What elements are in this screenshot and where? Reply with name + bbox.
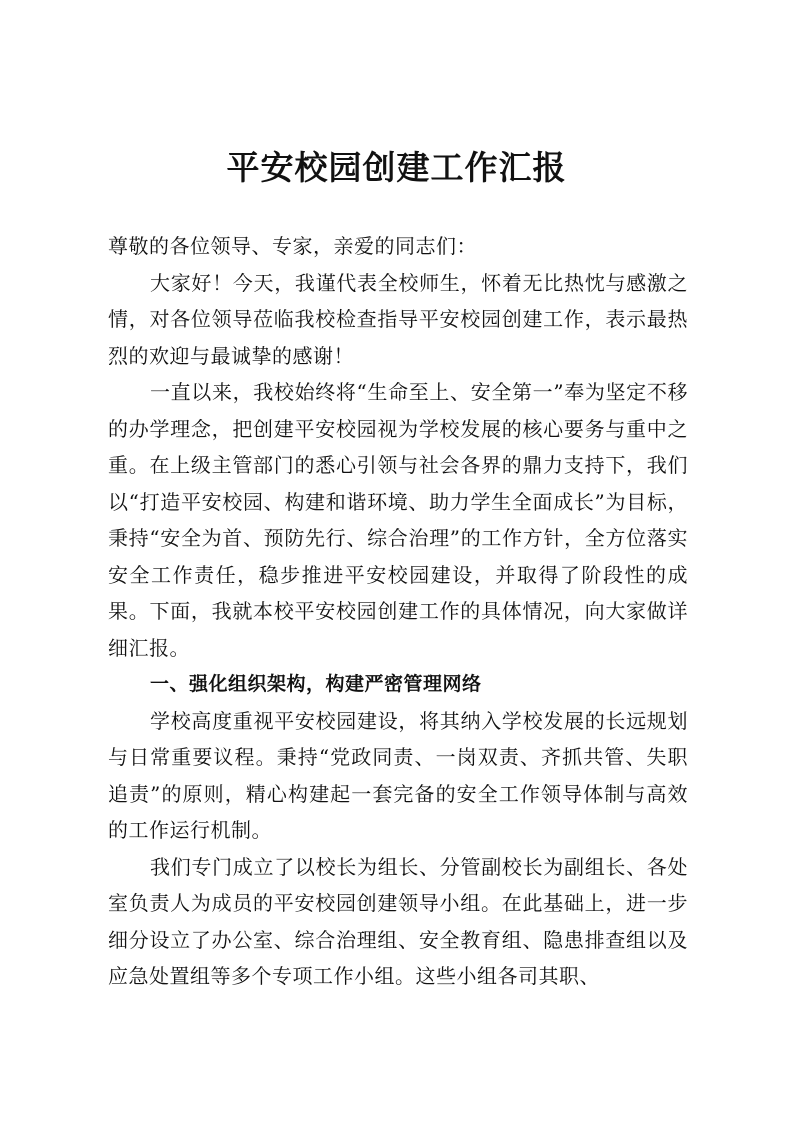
salutation: 尊敬的各位领导、专家，亲爱的同志们： xyxy=(108,234,477,258)
overview-paragraph: 一直以来，我校始终将“生命至上、安全第一”奉为坚定不移的办学理念，把创建平安校园视为学校发展的核心要务与重中之重。在上级主管部门的悉心引领与社会各界的鼎力支持下，我们以“打造平安校园、构建和谐环境、助力学生全面成长”为目标，秉持“安全为首、预防先行、综合治理”的工作方针，全方位落实安全工作责任，稳步推进平安校园建设，并取得了阶段性的成果。下面，我就本校平安校园创建工作的具体情况，向大家做详细汇报。 xyxy=(108,380,688,660)
section-paragraph: 我们专门成立了以校长为组长、分管副校长为副组长、各处室负责人为成员的平安校园创建领导小组。在此基础上，进一步细分设立了办公室、综合治理组、安全教育组、隐患排查组以及应急处置组等多个专项工作小组。这些小组各司其职、 xyxy=(108,854,688,988)
document-body xyxy=(108,228,688,995)
intro-paragraph: 大家好！今天，我谨代表全校师生，怀着无比热忱与感激之情，对各位领导莅临我校检查指导平安校园创建工作，表示最热烈的欢迎与最诚挚的感谢！ xyxy=(108,270,688,368)
section-heading: 一、强化组织架构，构建严密管理网络 xyxy=(150,673,482,695)
document-title: 平安校园创建工作汇报 xyxy=(226,148,567,187)
section-paragraph: 学校高度重视平安校园建设，将其纳入学校发展的长远规划与日常重要议程。秉持“党政同责、一岗双责、齐抓共管、失职追责”的原则，精心构建起一套完备的安全工作领导体制与高效的工作运行机制。 xyxy=(108,708,688,842)
